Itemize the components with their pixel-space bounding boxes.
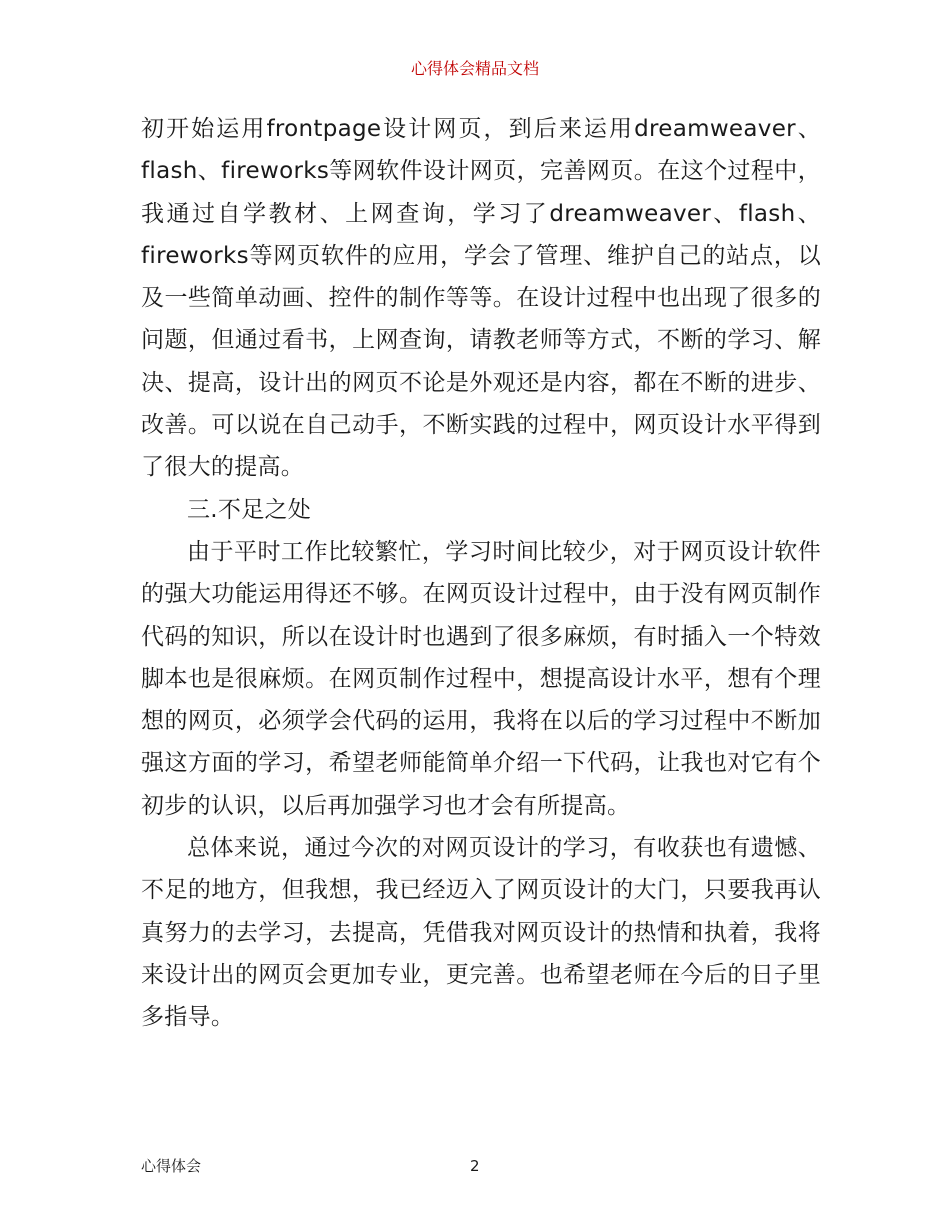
section-heading: 三.不足之处 xyxy=(187,496,312,523)
page-header-title: 心得体会精品文档 xyxy=(410,59,539,78)
paragraph-shortcomings: 由于平时工作比较繁忙，学习时间比较少，对于网页设计软件的强大功能运用得还不够。在网页设计过程中，由于没有网页制作代码的知识，所以在设计时也遇到了很多麻烦，有时插入一个特效脚本也是很麻烦。在网页制作过程中，想提高设计水平，想有个理想的网页，必须学会代码的运用，我将在以后的学习过程中不断加强这方面的学习，希望老师能简单介绍一下代码，让我也对它有个初步的认识，以后再加强学习也才会有所提高。 xyxy=(141,538,821,819)
document-body xyxy=(141,108,821,1039)
page-footer xyxy=(141,1156,821,1176)
paragraph-continuation: 初开始运用frontpage设计网页，到后来运用dreamweaver、flash、fireworks等网软件设计网页，完善网页。在这个过程中，我通过自学教材、上网查询，学习了dreamweaver、flash、fireworks等网页软件的应用，学会了管理、维护自己的站点，以及一些简单动画、控件的制作等等。在设计过程中也出现了很多的问题，但通过看书，上网查询，请教老师等方式，不断的学习、解决、提高，设计出的网页不论是外观还是内容，都在不断的进步、改善。可以说在自己动手，不断实践的过程中，网页设计水平得到了很大的提高。 xyxy=(141,116,821,481)
footer-label: 心得体会 xyxy=(141,1157,202,1175)
paragraph-summary: 总体来说，通过今次的对网页设计的学习，有收获也有遗憾、不足的地方，但我想，我已经迈入了网页设计的大门，只要我再认真努力的去学习，去提高，凭借我对网页设计的热情和执着，我将来设计出的网页会更加专业，更完善。也希望老师在今后的日子里多指导。 xyxy=(141,835,821,1031)
page-number: 2 xyxy=(470,1157,480,1175)
